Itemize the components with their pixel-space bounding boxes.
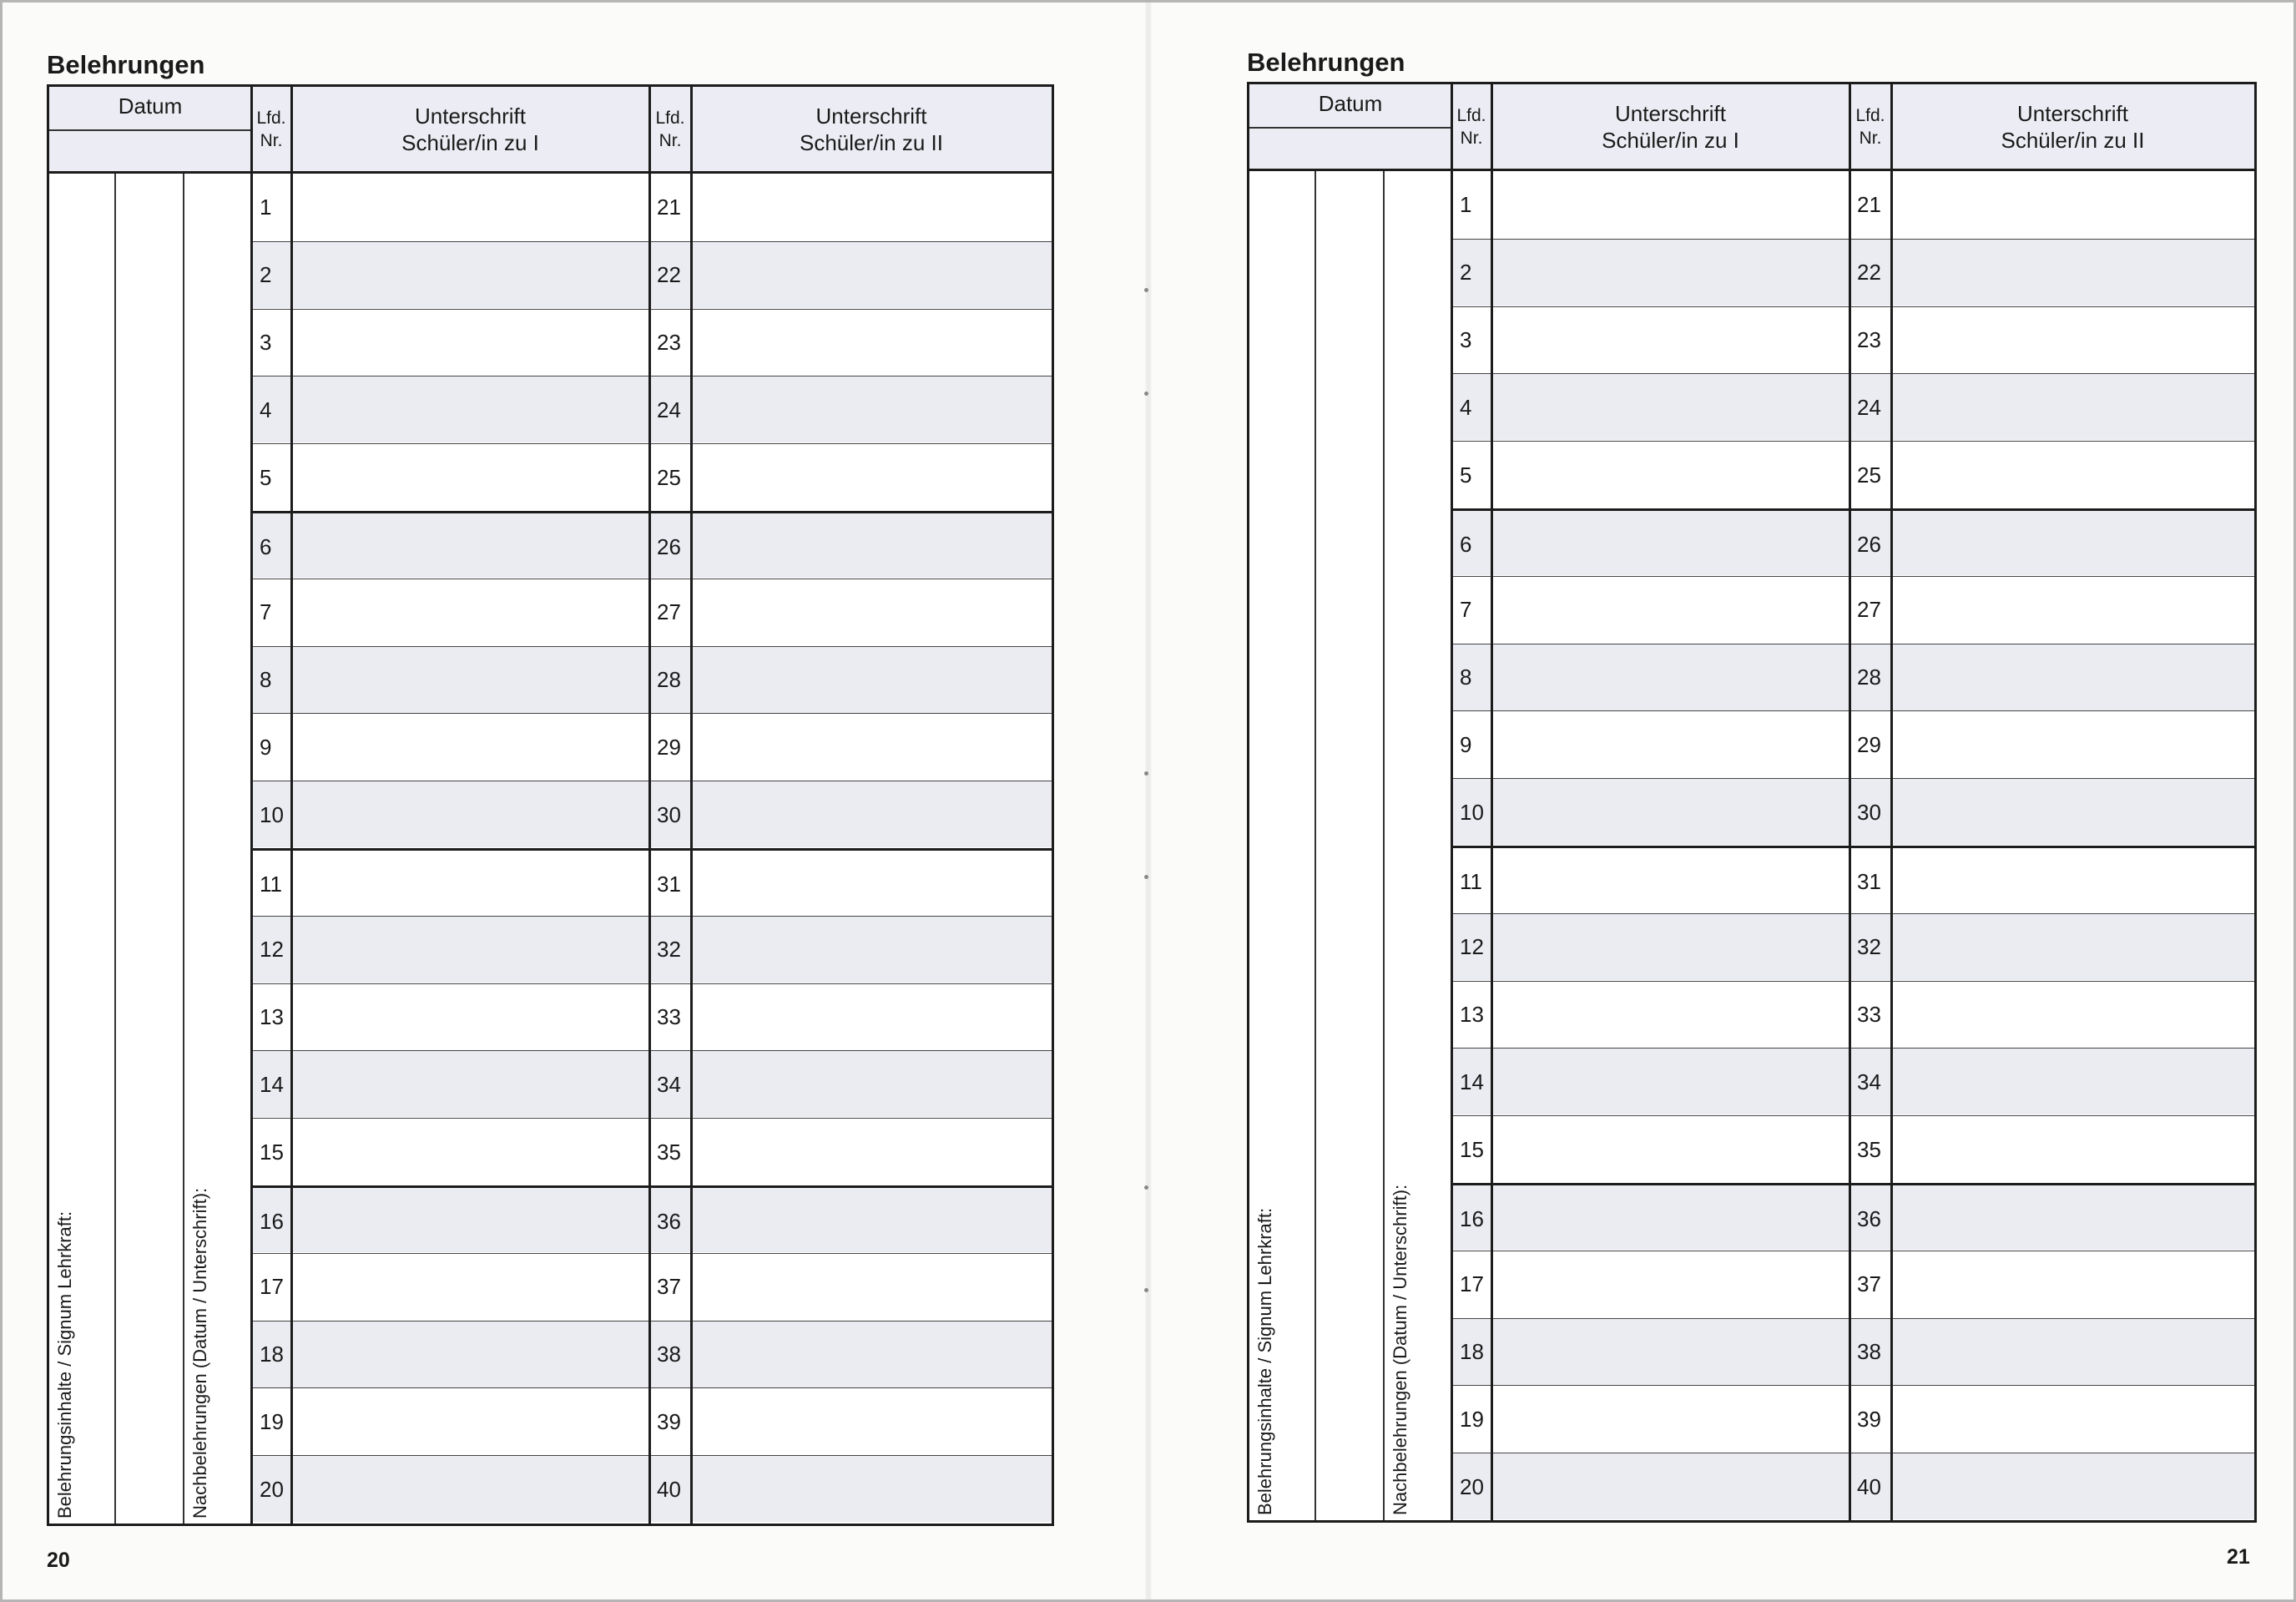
- row-number: 1: [1460, 191, 1472, 217]
- followups-label: Nachbelehrungen (Datum / Unterschrift):: [189, 1187, 210, 1519]
- datum-header: Datum: [118, 93, 183, 119]
- lfd-header-line2: Nr.: [1460, 128, 1483, 148]
- table-row: [1451, 778, 2254, 845]
- row-number: 40: [1857, 1473, 1881, 1499]
- table-row: [1451, 846, 2254, 912]
- row-number: 32: [1857, 934, 1881, 960]
- row-number: 40: [657, 1476, 681, 1502]
- row-number: 9: [260, 734, 272, 760]
- column-rule: [1890, 84, 1893, 1520]
- row-number: 18: [260, 1342, 284, 1367]
- page-title: Belehrungen: [1247, 48, 1405, 77]
- table-row: [251, 1455, 1052, 1522]
- signature-header-2: [691, 87, 1052, 171]
- datum-subcolumn-rule: [1315, 171, 1316, 1520]
- table-row: [1451, 306, 2254, 373]
- instruction-table: [1247, 82, 2257, 1523]
- row-number: 37: [1857, 1271, 1881, 1297]
- table-row: [1451, 441, 2254, 508]
- row-number: 20: [1460, 1473, 1484, 1499]
- row-number: 5: [260, 464, 272, 490]
- table-row: [251, 1387, 1052, 1454]
- row-number: 8: [260, 667, 272, 693]
- row-number: 6: [260, 533, 272, 559]
- row-number: 21: [1857, 191, 1881, 217]
- row-number: 34: [1857, 1069, 1881, 1094]
- lfd-header: [1451, 84, 1491, 169]
- row-number: 36: [657, 1208, 681, 1234]
- row-number: 15: [260, 1139, 284, 1165]
- datum-divider: [49, 129, 251, 131]
- signature-header-2-line1: Unterschrift: [2017, 100, 2128, 126]
- row-number: 15: [1460, 1136, 1484, 1162]
- signature-header-2: [1891, 84, 2254, 169]
- table-row: [251, 781, 1052, 847]
- contents-label: Belehrungsinhalte / Signum Lehrkraft:: [54, 1210, 75, 1519]
- row-number: 27: [1857, 597, 1881, 623]
- row-number: 25: [1857, 462, 1881, 488]
- row-number: 16: [1460, 1205, 1484, 1231]
- table-row: [1451, 1115, 2254, 1182]
- table-row: [1451, 1318, 2254, 1385]
- signature-header-1-line1: Unterschrift: [415, 103, 526, 129]
- lfd-header-line2: Nr.: [659, 130, 682, 150]
- table-row: [1451, 239, 2254, 306]
- row-number: 29: [1857, 731, 1881, 757]
- column-rule: [290, 87, 293, 1524]
- table-row: [251, 1253, 1052, 1320]
- table-row: [1451, 710, 2254, 777]
- table-row: [1451, 576, 2254, 643]
- table-row: [1451, 171, 2254, 238]
- table-row: [1451, 1251, 2254, 1317]
- row-number: 5: [1460, 462, 1472, 488]
- row-number: 34: [657, 1071, 681, 1097]
- row-number: 28: [657, 667, 681, 693]
- table-row: [251, 1185, 1052, 1252]
- row-number: 4: [260, 397, 272, 422]
- row-number: 8: [1460, 665, 1472, 690]
- column-rule: [690, 87, 693, 1524]
- lfd-header-line1: Lfd.: [655, 108, 685, 128]
- lfd-header-line2: Nr.: [260, 130, 283, 150]
- row-number: 33: [657, 1004, 681, 1030]
- row-number: 7: [1460, 597, 1472, 623]
- column-rule: [1451, 84, 1453, 1520]
- row-number: 13: [1460, 1002, 1484, 1028]
- followups-label: Nachbelehrungen (Datum / Unterschrift):: [1390, 1184, 1410, 1515]
- row-number: 22: [657, 262, 681, 288]
- page-title: Belehrungen: [47, 50, 205, 79]
- table-row: [251, 713, 1052, 780]
- lfd-header-line1: Lfd.: [1855, 105, 1885, 125]
- table-row: [251, 646, 1052, 713]
- row-number: 29: [657, 734, 681, 760]
- table-row: [251, 174, 1052, 240]
- table-header: [49, 87, 1052, 174]
- table-header: [1249, 84, 2254, 171]
- table-row: [251, 916, 1052, 983]
- row-number: 11: [1460, 868, 1482, 894]
- instruction-table: [47, 84, 1054, 1526]
- row-number: 11: [260, 871, 282, 897]
- row-number: 3: [260, 330, 272, 356]
- row-number: 10: [260, 801, 284, 827]
- row-number: 28: [1857, 665, 1881, 690]
- table-row: [1451, 981, 2254, 1048]
- booklet-spread: [3, 3, 2293, 1599]
- table-row: [251, 983, 1052, 1050]
- row-number: 30: [1857, 799, 1881, 825]
- row-number: 39: [1857, 1406, 1881, 1432]
- row-number: 35: [1857, 1136, 1881, 1162]
- page-number: 20: [47, 1549, 70, 1572]
- table-row: [251, 511, 1052, 578]
- signature-header-1-line2: Schüler/in zu I: [1602, 127, 1739, 153]
- row-number: 39: [657, 1408, 681, 1434]
- row-number: 30: [657, 801, 681, 827]
- row-number: 27: [657, 599, 681, 625]
- datum-subcolumn-rule: [183, 174, 184, 1524]
- datum-subcolumn-rule: [114, 174, 116, 1524]
- row-number: 19: [260, 1408, 284, 1434]
- signature-header-2-line2: Schüler/in zu II: [2001, 127, 2145, 153]
- signature-header-2-line1: Unterschrift: [815, 103, 927, 129]
- table-row: [1451, 1453, 2254, 1519]
- table-row: [1451, 1048, 2254, 1114]
- row-number: 2: [1460, 260, 1472, 286]
- lfd-header-line1: Lfd.: [1456, 105, 1486, 125]
- datum-subcolumn-rule: [1383, 171, 1385, 1520]
- row-number: 19: [1460, 1406, 1484, 1432]
- row-number: 14: [1460, 1069, 1484, 1094]
- signature-header-1: [1491, 84, 1849, 169]
- row-number: 7: [260, 599, 272, 625]
- table-row: [251, 1321, 1052, 1387]
- row-number: 17: [1460, 1271, 1484, 1297]
- row-number: 3: [1460, 327, 1472, 353]
- table-row: [1451, 1385, 2254, 1452]
- row-number: 23: [657, 330, 681, 356]
- row-number: 23: [1857, 327, 1881, 353]
- row-number: 36: [1857, 1205, 1881, 1231]
- column-rule: [1849, 84, 1851, 1520]
- table-row: [251, 848, 1052, 915]
- row-number: 35: [657, 1139, 681, 1165]
- row-number: 24: [1857, 394, 1881, 420]
- signature-header-1: [291, 87, 649, 171]
- row-number: 6: [1460, 531, 1472, 557]
- row-number: 26: [1857, 531, 1881, 557]
- row-number: 33: [1857, 1002, 1881, 1028]
- table-row: [251, 1118, 1052, 1185]
- row-number: 31: [657, 871, 681, 897]
- row-number: 1: [260, 194, 272, 220]
- page-right: [1148, 3, 2293, 1599]
- row-number: 38: [657, 1342, 681, 1367]
- row-number: 31: [1857, 868, 1881, 894]
- column-rule: [1491, 84, 1493, 1520]
- row-number: 32: [657, 937, 681, 963]
- signature-header-1-line2: Schüler/in zu I: [401, 129, 539, 155]
- row-number: 12: [260, 937, 284, 963]
- table-row: [251, 443, 1052, 510]
- table-row: [251, 1050, 1052, 1117]
- signature-header-1-line1: Unterschrift: [1615, 100, 1726, 126]
- row-number: 25: [657, 464, 681, 490]
- page-left: [3, 3, 1148, 1599]
- row-number: 9: [1460, 731, 1472, 757]
- lfd-header-line2: Nr.: [1859, 128, 1882, 148]
- row-number: 4: [1460, 394, 1472, 420]
- column-rule: [250, 87, 253, 1524]
- table-row: [1451, 508, 2254, 575]
- lfd-header: [251, 87, 291, 171]
- page-number: 21: [2227, 1545, 2250, 1569]
- row-number: 17: [260, 1274, 284, 1300]
- lfd-header: [1849, 84, 1891, 169]
- signature-header-2-line2: Schüler/in zu II: [800, 129, 943, 155]
- row-number: 26: [657, 533, 681, 559]
- row-number: 12: [1460, 934, 1484, 960]
- row-number: 37: [657, 1274, 681, 1300]
- datum-header: Datum: [1318, 91, 1383, 116]
- column-rule: [648, 87, 651, 1524]
- row-number: 13: [260, 1004, 284, 1030]
- row-number: 18: [1460, 1339, 1484, 1365]
- row-number: 38: [1857, 1339, 1881, 1365]
- datum-divider: [1249, 127, 1451, 129]
- table-row: [251, 376, 1052, 442]
- row-number: 2: [260, 262, 272, 288]
- row-number: 21: [657, 194, 681, 220]
- table-row: [251, 309, 1052, 376]
- row-number: 14: [260, 1071, 284, 1097]
- table-row: [251, 241, 1052, 308]
- contents-label: Belehrungsinhalte / Signum Lehrkraft:: [1254, 1207, 1275, 1515]
- table-row: [251, 579, 1052, 645]
- table-row: [1451, 913, 2254, 980]
- table-row: [1451, 373, 2254, 440]
- table-row: [1451, 644, 2254, 710]
- lfd-header: [649, 87, 691, 171]
- row-number: 16: [260, 1208, 284, 1234]
- lfd-header-line1: Lfd.: [256, 108, 286, 128]
- row-number: 10: [1460, 799, 1484, 825]
- table-row: [1451, 1183, 2254, 1250]
- row-number: 24: [657, 397, 681, 422]
- row-number: 20: [260, 1476, 284, 1502]
- row-number: 22: [1857, 260, 1881, 286]
